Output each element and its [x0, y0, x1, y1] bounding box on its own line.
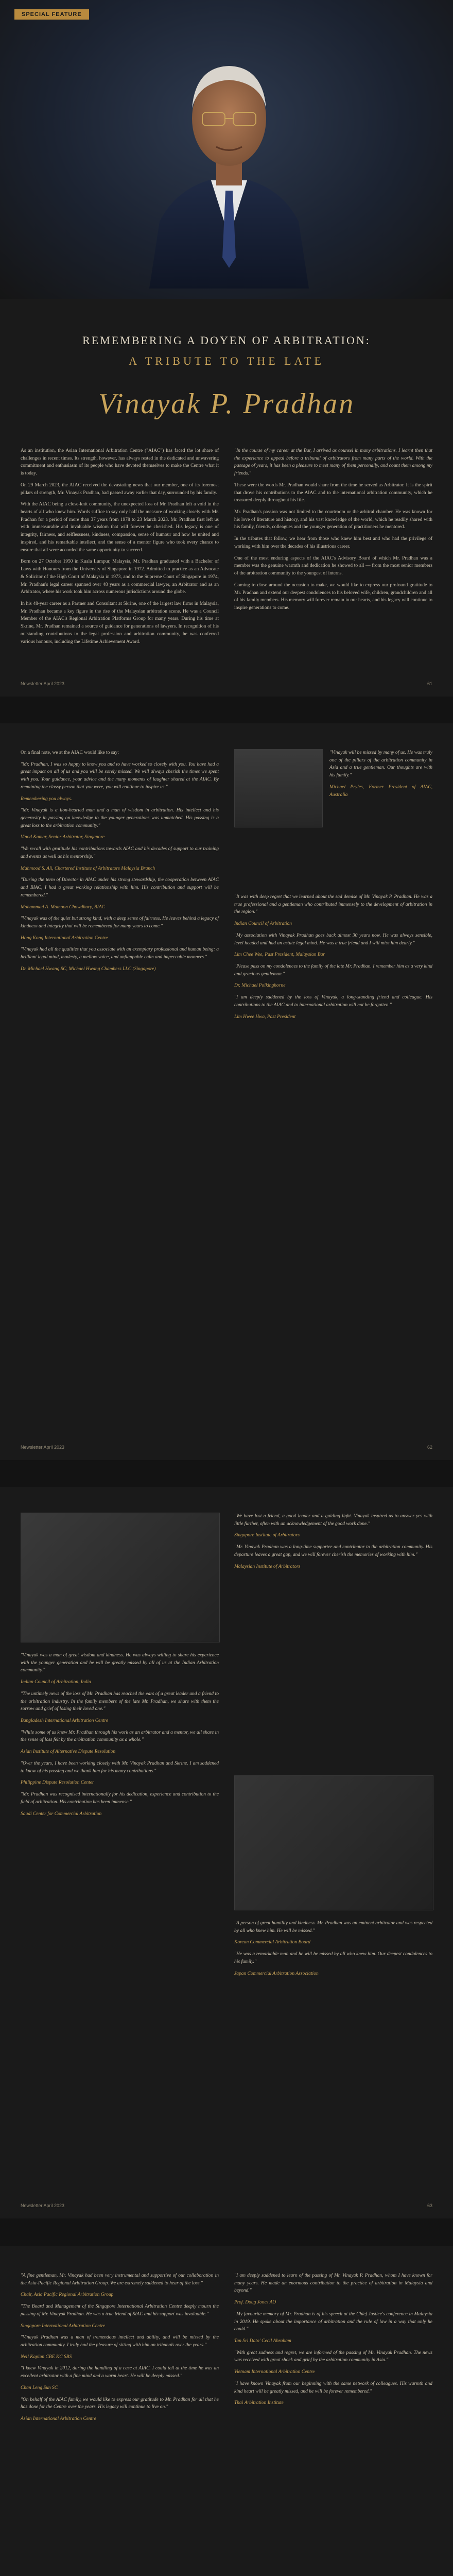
tribute-quote: "Vinayak was of the quiet but strong kind, with a deep sense of fairness. He leaves behind a legacy of kindness and integrity that will be remembered for many years to come." — [21, 916, 219, 929]
tribute-quote: "Mr. Vinayak is a lion-hearted man and a man of wisdom in arbitration. His intellect and his generosity in passing on knowledge to the younger generations was unmatched. His passing is a great loss to the arbitration community." — [21, 808, 219, 828]
page-number: 62 — [427, 1445, 432, 1450]
tribute-quote: "I knew Vinayak in 2012, during the handling of a case at AIAC. I could tell at the time he was an excellent arbitrator with a fine mind and a warm heart. He will be deeply missed." — [21, 2366, 219, 2379]
tribute-quote: "Vinayak Pradhan was a man of tremendous intellect and ability, and will be missed by the arbitration community. I truly had the pleasure of sitting with him on tribunals over the years." — [21, 2335, 219, 2348]
tribute-quote: "During the term of Director in AIAC under his strong stewardship, the cooperation between AIAC and BIAC, I had a great working relationship with him. His contribution and support will be remembered." — [21, 877, 219, 898]
page3-right-column-lower — [234, 1920, 432, 1981]
page3-right-column — [234, 1513, 432, 1574]
tribute-author: Bangladesh International Arbitration Centre — [21, 1718, 109, 1724]
tribute-author: Mohammad A. Mamoon Chowdhury, BIAC — [21, 904, 105, 910]
tribute-author: Dr. Michael Polkinghorne — [234, 983, 286, 989]
tribute-author: Malaysian Institute of Arbitrators — [234, 1564, 301, 1569]
tribute-author: Neil Kaplan CBE KC SBS — [21, 2354, 72, 2360]
page-footer-label: Newsletter April 2023 — [21, 681, 65, 686]
tribute-author: Singapore Institute of Arbitrators — [234, 1533, 300, 1538]
tribute-quote: "My association with Vinayak Pradhan goes back almost 30 years now. He was always sensible, level headed and had an astute legal mind. He was a true friend and I will miss him dearly." — [234, 933, 432, 946]
tribute-author: Michael Pryles, Former President of AIAC, Australia — [329, 784, 432, 798]
tribute-quote: "The untimely news of the loss of Mr. Pradhan has reached the ears of a great leader and a friend to the arbitration industry. In the family members of the late Mr. Pradhan, we share with them the sorrow and grief of losing their loved one." — [21, 1691, 219, 1712]
tribute-author: Chan Leng Sun SC — [21, 2385, 58, 2391]
tribute-author: Vinod Kumar, Senior Arbitrator, Singapore — [21, 835, 104, 840]
special-feature-tag: SPECIAL FEATURE — [14, 9, 89, 20]
page-4 — [0, 2246, 453, 2576]
page-2 — [0, 723, 453, 1460]
tribute-author: Remembering you always. — [21, 796, 72, 802]
tribute-author: Asian International Arbitration Centre — [21, 2416, 96, 2422]
paragraph: As an institution, the Asian International Arbitration Centre ("AIAC") has faced the lot share of challenges in recent times. Its strength, however, has always rested in the dedicated and unwavering commitment and enthusiasm of its people who have devoted themselves to make the Centre what it is today. — [21, 448, 219, 477]
tribute-author: Indian Council of Arbitration — [234, 921, 292, 927]
tribute-author: Philippine Dispute Resolution Center — [21, 1780, 94, 1786]
page4-left-column — [21, 2272, 219, 2427]
tribute-quote: "We recall with gratitude his contributions towards AIAC and his decades of support to our training and events as well as his mentorship." — [21, 846, 219, 859]
tribute-quote: "I have known Vinayak from our beginning with the same network of colleagues. His warmth and kind heart will be greatly missed, and he will be forever remembered." — [234, 2381, 432, 2394]
quote: "In the course of my career at the Bar, I arrived as counsel in many arbitrations. I learnt then that the experience to appeal before a tribunal of arbitrators from many parts of the world. With the passage of years, it has been a pleasure to meet many of them personally, and count them among my friends." — [234, 448, 432, 477]
tribute-quote: "On behalf of the AIAC family, we would like to express our gratitude to Mr. Pradhan for all that he has done for the Centre over the years. His legacy will continue to live on." — [21, 2397, 219, 2410]
tribute-author: Singapore International Arbitration Centre — [21, 2323, 106, 2329]
photo — [234, 1775, 433, 1910]
tribute-author: Asian Institute of Alternative Dispute Resolution — [21, 1749, 116, 1755]
tribute-quote: "Vinayak will be missed by many of us. He was truly one of the pillars of the arbitration community in Asia and a true gentleman. Our thoughts are with his family." — [329, 750, 432, 778]
paragraph: Mr. Pradhan's passion was not limited to the courtroom or the arbitral chamber. He was known for his love of literature and history, and his vast knowledge of the world, which he readily shared with his family, friends, colleagues and the younger generation of practitioners he mentored. — [234, 510, 432, 530]
tribute-author: Indian Council of Arbitration, India — [21, 1680, 91, 1685]
tribute-quote: "Mr. Vinayak Pradhan was a long-time supporter and contributor to the arbitration community. His departure leaves a great gap, and we will forever cherish the memories of working with him." — [234, 1545, 432, 1557]
tribute-quote: "The Board and Management of the Singapore International Arbitration Centre deeply mourn the passing of Mr. Vinayak Pradhan. He was a true friend of SIAC and his support was invaluable." — [21, 2304, 219, 2317]
paragraph: Born on 27 October 1950 in Kuala Lumpur, Malaysia, Mr. Pradhan graduated with a Bachelor of Laws with Honours from the University of Singapore in 1972. Admitted to practice as an Advocate & Solicitor of the High Court of Malaysia in 1973, and to the Supreme Court of Singapore in 1974, Mr. Pradhan's legal career spanned over 48 years as a commercial lawyer, an Arbitrator and as an Arbitrator, where his work took him across numerous jurisdictions around the globe. — [21, 559, 219, 595]
hero-background — [0, 0, 453, 299]
tribute-quote: "A person of great humility and kindness. Mr. Pradhan was an eminent arbitrator and was respected by all who knew him. He will be missed." — [234, 1921, 432, 1934]
tribute-quote: "I am deeply saddened by the loss of Vinayak, a long-standing friend and colleague. His contributions to the AIAC and to international arbitration will not be forgotten." — [234, 995, 432, 1008]
tribute-author: Lim Chee Wee, Past President, Malaysian Bar — [234, 952, 325, 958]
title-name: Vinayak P. Pradhan — [98, 388, 355, 420]
title-line-2: A TRIBUTE TO THE LATE — [129, 354, 324, 367]
tribute-author: Hong Kong International Arbitration Centre — [21, 935, 108, 941]
paragraph: With the AIAC being a close-knit community, the unexpected loss of Mr. Pradhan left a void in the hearts of all who knew him. Words suffice to say only half the measure of working closely with Mr. Pradhan for a period of more than 37 years from 1978 to 23 March 2023. Mr. Pradhan first left us with immeasurable and invaluable wisdom that will forever be cherished. His legacy is one of integrity, fairness, and selflessness, kindness, compassion, sense of humour and how he united and inspired, and his remarkable intellect, and the sense of a mentor figure who took every chance to ensure that all were accorded the same opportunity to succeed. — [21, 502, 219, 553]
tribute-quote: "My favourite memory of Mr. Pradhan is of his speech at the Chief Justice's conference in Malaysia in 2019. He spoke about the importance of arbitration and the rule of law in a way that only he could." — [234, 2311, 432, 2332]
paragraph: On 29 March 2023, the AIAC received the devastating news that our member, one of its foremost pillars of strength, Mr. Vinayak Pradhan, had passed away earlier that day, surrounded by his family. — [21, 482, 219, 496]
page-footer-label: Newsletter April 2023 — [21, 2203, 65, 2208]
tribute-author: Tan Sri Dato' Cecil Abraham — [234, 2338, 291, 2344]
tribute-author: Prof. Doug Jones AO — [234, 2300, 276, 2306]
tribute-author: Japan Commercial Arbitration Association — [234, 1971, 319, 1976]
tribute-author: Lim Hwee Hwa, Past President — [234, 1014, 296, 1020]
portrait-photo — [144, 21, 314, 289]
page2-left-column — [21, 749, 219, 977]
page-number: 61 — [427, 681, 432, 686]
page-3 — [0, 1487, 453, 2218]
tribute-quote: "We have lost a friend, a good leader and a guiding light. Vinayak inspired us to answer yes with little further, often with an acknowledgement of the good work done." — [234, 1514, 432, 1527]
tribute-quote: "Mr. Pradhan was recognised internationally for his dedication, experience and contribution to the field of arbitration. His contribution has been immense." — [21, 1792, 219, 1805]
photo — [21, 1513, 220, 1642]
tribute-author: Thai Arbitration Institute — [234, 2400, 284, 2406]
tribute-author: Chair, Asia Pacific Regional Arbitration Group — [21, 2292, 114, 2298]
page-1 — [0, 0, 453, 697]
page-footer-label: Newsletter April 2023 — [21, 1445, 65, 1450]
tribute-quote: "It was with deep regret that we learned about the sad demise of Mr. Vinayak P. Pradhan. He was a true professional and a gentleman who contributed immensely to the development of arbitration in the region." — [234, 894, 432, 915]
tribute-quote: "I am deeply saddened to learn of the passing of Mr. Vinayak P. Pradhan, whom I have known for many years. He made an enormous contribution to the practice of arbitration in Malaysia and beyond." — [234, 2273, 432, 2294]
paragraph: These were the words Mr. Pradhan would share from the time he served as Arbitrator. It is the spirit that drove his contributions to the AIAC and to the international arbitration community, which he treasured deeply throughout his life. — [234, 482, 432, 503]
tribute-quote: "While some of us knew Mr. Pradhan through his work as an arbitrator and a mentor, we all share in the sense of loss felt by the arbitration community as a whole." — [21, 1730, 219, 1743]
tribute-author: Saudi Center for Commercial Arbitration — [21, 1811, 102, 1817]
intro: On a final note, we at the AIAC would like to say: — [21, 750, 119, 755]
page2-right-column — [329, 749, 432, 803]
tribute-quote: "Over the years, I have been working closely with Mr. Vinayak Pradhan and Skrine. I am saddened to know of his passing and we thank him for his many contributions." — [21, 1760, 219, 1774]
page1-right-column — [234, 447, 432, 616]
page2-right-column-lower — [234, 893, 432, 1025]
tribute-author: Vietnam International Arbitration Centre — [234, 2369, 315, 2375]
tribute-quote: "Vinayak had all the qualities that you associate with an exemplary professional and human being: a brilliant legal mind, modesty, a mellow voice, and unflappable calm and impeccable manners." — [21, 947, 219, 960]
paragraph: One of the most enduring aspects of the AIAC's Advisory Board of which Mr. Pradhan was a member was the genuine warmth and dedication he showed to all — from the most senior members of the arbitration community to the youngest of interns. — [234, 555, 432, 577]
tribute-quote: "He was a remarkable man and he will be missed by all who knew him. Our deepest condolences to his family." — [234, 1952, 432, 1964]
page1-left-column — [21, 447, 219, 650]
photo — [234, 749, 323, 827]
page4-right-column — [234, 2272, 432, 2411]
paragraph: Coming to close around the occasion to make, we would like to express our profound gratitude to Mr. Pradhan and extend our deepest condolences to his beloved wife, children, grandchildren and all of his family members. His memory will forever remain in our hearts, and his legacy will continue to inspire generations to come. — [234, 582, 432, 611]
paragraph: In his 48-year career as a Partner and Consultant at Skrine, one of the largest law firms in Malaysia, Mr. Pradhan became a key figure in the rise of the Malaysian arbitration scene. He was a Council Member of the AIAC's Regional Arbitration Platforms Group for many years. During his time at Skrine, Mr. Pradhan remained a source of guidance for generations of lawyers. In recognition of his outstanding contributions to the legal profession and arbitration community, he was conferred various honours, including the Lifetime Achievement Award. — [21, 601, 219, 645]
tribute-quote: "A fine gentleman, Mr. Vinayak had been very instrumental and supportive of our collaboration in the Asia-Pacific Regional Arbitration Group. We are extremely saddened to hear of the loss." — [21, 2273, 219, 2286]
tribute-quote: "Please pass on my condolences to the family of the late Mr. Pradhan. I remember him as a very kind and gracious gentleman." — [234, 964, 432, 977]
page-number: 63 — [427, 2203, 432, 2208]
tribute-author: Mahmood S. Ali, Chartered Institute of Arbitrators Malaysia Branch — [21, 866, 155, 871]
paragraph: In the tributes that follow, we hear from those who knew him best and who had the privilege of working with him over the decades of his illustrious career. — [234, 536, 432, 549]
title-line-1: REMEMBERING A DOYEN OF ARBITRATION: — [82, 334, 371, 347]
tribute-quote: "With great sadness and regret, we are informed of the passing of Mr. Vinayak Pradhan. The news was received with great shock and grief by the arbitration community in Asia." — [234, 2350, 432, 2363]
tribute-quote: "Mr. Pradhan, I was so happy to know you and to have worked so closely with you. You have had a great impact on all of us and you will be sorely missed. We will always cherish the times we spent with you. Your guidance, your advice and the many moments of laughter shared at the AIAC. By remaining the classy person that you were, you will continue to inspire us." — [21, 761, 219, 790]
tribute-author: Korean Commercial Arbitration Board — [234, 1940, 310, 1945]
page3-left-column — [21, 1652, 219, 1822]
tribute-author: Dr. Michael Hwang SC, Michael Hwang Chambers LLC (Singapore) — [21, 966, 156, 972]
tribute-quote: "Vinayak was a man of great wisdom and kindness. He was always willing to share his experience with the younger generation and he will be greatly missed by all of us at the Indian Arbitration community." — [21, 1653, 219, 1673]
